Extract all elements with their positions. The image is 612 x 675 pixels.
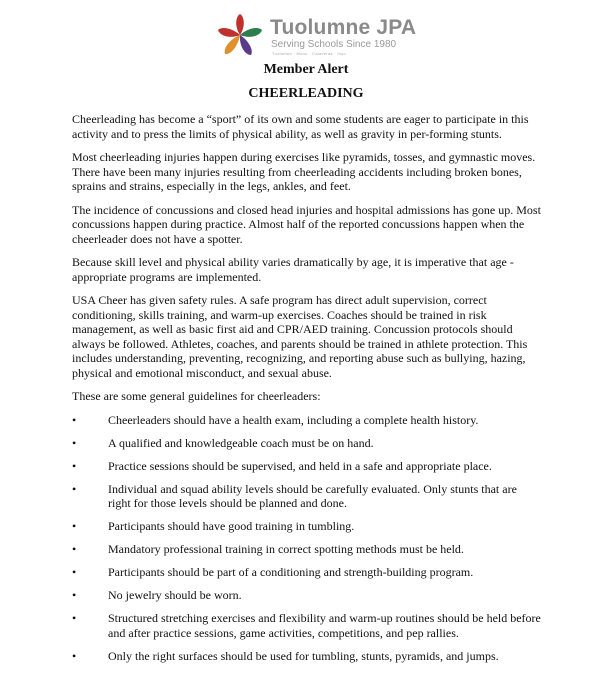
bullet-icon: • [72, 458, 77, 473]
guidelines-list [72, 413, 542, 664]
logo-title: Tuolumne JPA [270, 16, 417, 39]
list-item-text: Participants should have good training in tumbling. [108, 519, 355, 533]
bullet-icon: • [72, 565, 77, 579]
logo-counties: Tuolumne · Mono · Calaveras · Inyo [272, 51, 347, 56]
list-item-text: A qualified and knowledgeable coach must be on hand. [108, 435, 374, 450]
bullet-icon: • [72, 542, 77, 556]
list-item [72, 588, 542, 603]
list-item [72, 611, 542, 640]
list-item [72, 482, 542, 511]
list-item [72, 519, 542, 534]
bullet-icon: • [72, 481, 77, 496]
paragraph: These are some general guidelines for cheerleaders: [72, 389, 321, 403]
page-title: CHEERLEADING [248, 86, 364, 101]
paragraph: USA Cheer has given safety rules. A safe program has direct adult supervision, correct conditioning, skills training, and warm-up exercises. Coaches should be trained in risk management, as well as basic first aid and CPR/AED training. Concussion protocols should always be followed. Athletes, coaches, and parents should be trained in athlete protection. This includes understanding, preventing, recognizing, and reporting abuse such as bullying, hazing, physical and emotional misconduct, and sexual abuse. [72, 293, 528, 380]
logo-subtitle: Serving Schools Since 1980 [271, 39, 397, 50]
document-body [72, 112, 542, 672]
list-item-text: Cheerleaders should have a health exam, including a complete health history. [108, 412, 479, 427]
list-item-text: Individual and squad ability levels should be carefully evaluated. Only stunts that are right for those levels should be planned and done. [108, 481, 517, 510]
list-item [72, 649, 542, 664]
bullet-icon: • [72, 648, 77, 663]
list-item-text: Mandatory professional training in correct spotting methods must be held. [108, 542, 464, 556]
bullet-icon: • [72, 519, 77, 533]
alert-label: Member Alert [263, 62, 349, 77]
logo [214, 12, 417, 58]
paragraph: The incidence of concussions and closed head injuries and hospital admissions has gone up. Most concussions happen during practice. Almost half of the reported concussions happen when the cheerleader does not have a spotter. [72, 202, 541, 246]
bullet-icon: • [72, 588, 77, 602]
list-item [72, 413, 542, 428]
bullet-icon: • [72, 412, 77, 427]
paragraph: Most cheerleading injuries happen during exercises like pyramids, tosses, and gymnastic moves. There have been many injuries resulting from cheerleading accidents including broken bones, sprains and strains, especially in the legs, ankles, and feet. [72, 150, 536, 193]
list-item [72, 436, 542, 451]
list-item-text: Only the right surfaces should be used for tumbling, stunts, pyramids, and jumps. [108, 648, 499, 663]
list-item-text: No jewelry should be worn. [108, 588, 242, 602]
list-item-text: Structured stretching exercises and flexibility and warm-up routines should be held before and after practice sessions, game activities, competitions, and pep rallies. [108, 611, 541, 640]
logo-mark-icon [214, 12, 266, 58]
paragraph: Cheerleading has become a “sport” of its own and some students are eager to participate in this activity and to press the limits of physical ability, as well as gravity in per-forming stunts. [72, 112, 529, 141]
list-item-text: Practice sessions should be supervised, and held in a safe and appropriate place. [108, 458, 492, 473]
list-item [72, 459, 542, 474]
list-item [72, 565, 542, 580]
bullet-icon: • [72, 611, 77, 625]
list-item [72, 542, 542, 557]
paragraph: Because skill level and physical ability varies dramatically by age, it is imperative that age - appropriate programs are implemented. [72, 255, 514, 284]
list-item-text: Participants should be part of a conditioning and strength-building program. [108, 565, 474, 579]
bullet-icon: • [72, 435, 77, 450]
